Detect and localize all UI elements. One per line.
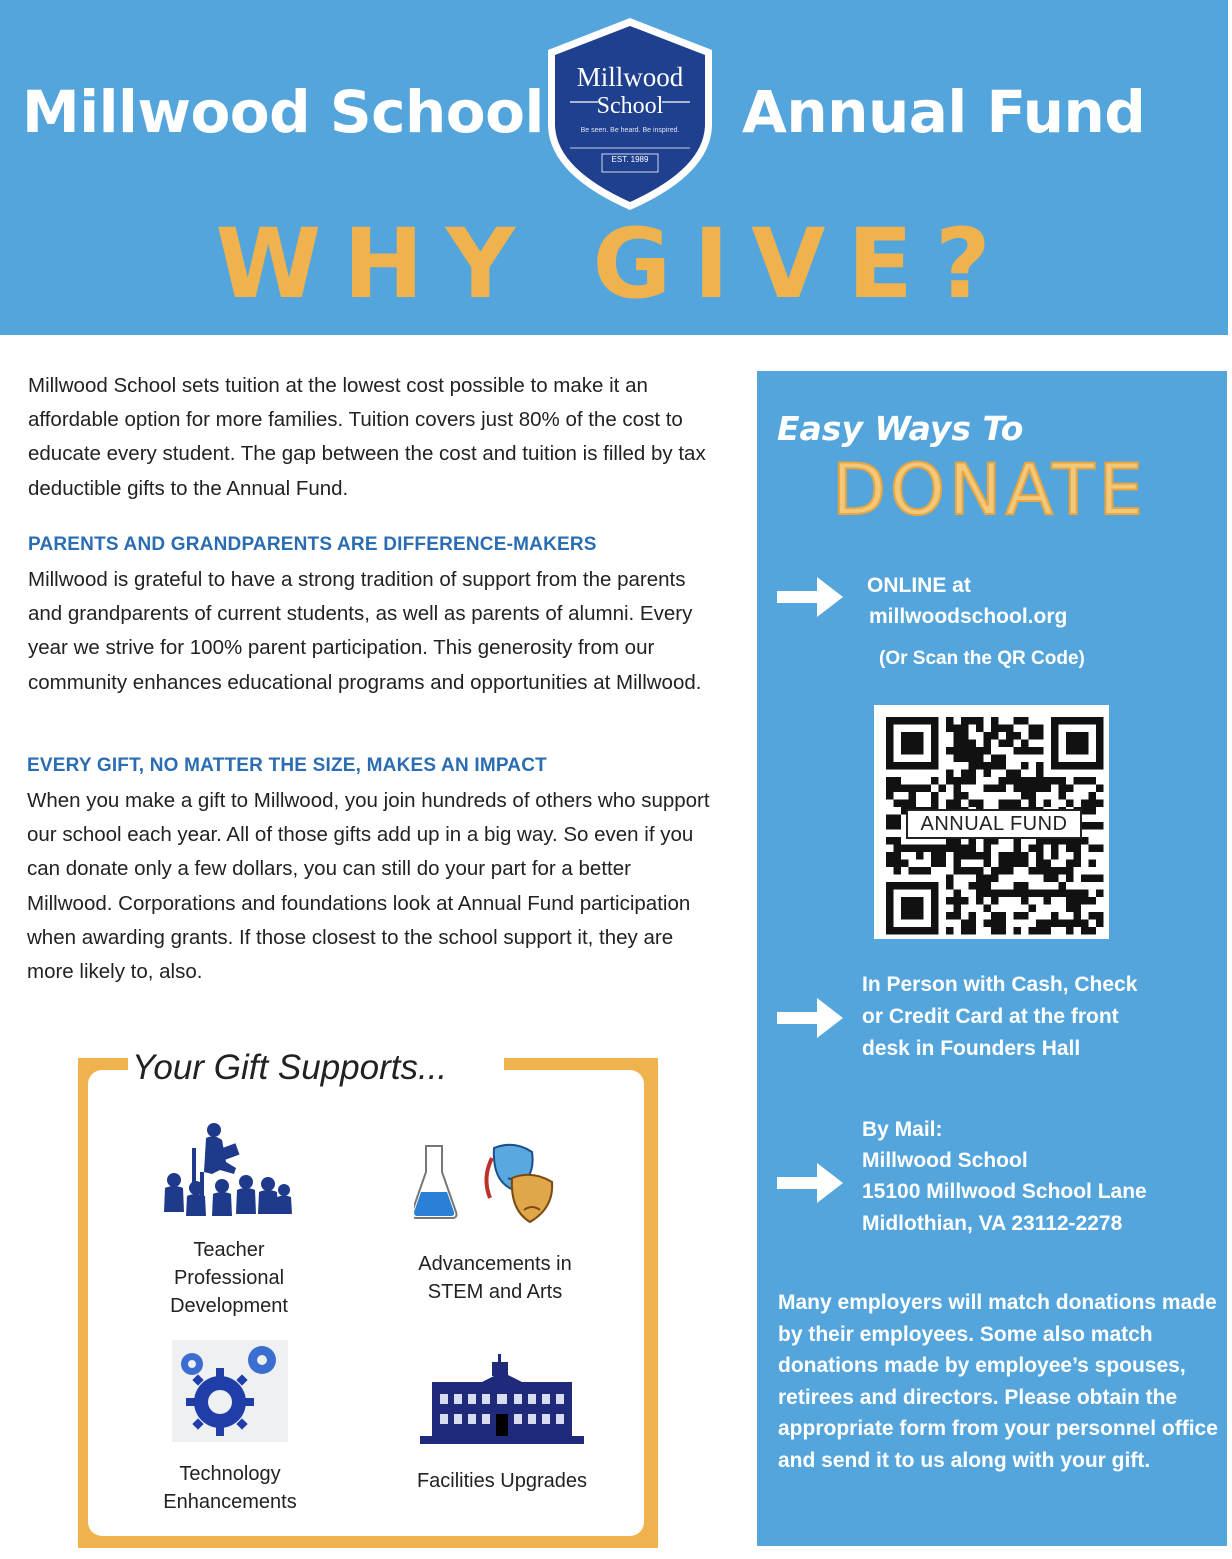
easy-ways-heading: Easy Ways To (777, 409, 1024, 448)
crest-motto: Be seen. Be heard. Be inspired. (580, 127, 680, 134)
online-line1: ONLINE at (867, 574, 971, 597)
flask-and-theater-masks-icon (414, 1138, 564, 1228)
teacher-reading-icon (162, 1118, 294, 1218)
arrow-right-icon (777, 996, 845, 1040)
donate-heading: DONATE (832, 449, 1147, 531)
in-person-line3: desk in Founders Hall (862, 1037, 1081, 1060)
section-body-parents: Millwood is grateful to have a strong tradition of support from the parents and grandparents of current students, as well as parents of alumni. Every year we strive for 100% parent participation. This generosity from our community enhances educational programs and opportunities at Millwood. (28, 568, 702, 694)
donate-sidebar (757, 371, 1227, 1546)
gift-label-teacher: Teacher Professional Development (170, 1239, 288, 1317)
gift-label-stem-arts: Advancements in STEM and Arts (418, 1253, 572, 1303)
gift-label-technology: Technology Enhancements (163, 1463, 297, 1513)
gift-supports-title: Your Gift Supports... (132, 1048, 448, 1087)
in-person-line1: In Person with Cash, Check (862, 973, 1138, 996)
mail-line4: Midlothian, VA 23112-2278 (862, 1212, 1123, 1235)
qr-code[interactable] (874, 705, 1109, 939)
gears-icon (172, 1340, 288, 1442)
gift-label-facilities: Facilities Upgrades (416, 1470, 588, 1492)
school-building-icon (418, 1352, 586, 1446)
title-school-name: Millwood School (22, 78, 544, 146)
intro-paragraph: Millwood School sets tuition at the lowest cost possible to make it an affordable option for more families. Tuition covers just 80% of the cost to educate every student. The gap between the cost and tuition is filled by tax deductible gifts to the Annual Fund. (28, 374, 706, 500)
online-website-link[interactable]: millwoodschool.org (869, 605, 1068, 628)
arrow-right-icon (777, 575, 845, 619)
mail-line2: Millwood School (862, 1149, 1028, 1172)
online-qr-note: (Or Scan the QR Code) (879, 648, 1085, 669)
crest-name-line1: Millwood (576, 62, 684, 92)
in-person-line2: or Credit Card at the front (862, 1005, 1119, 1028)
qr-code-label: ANNUAL FUND (906, 809, 1082, 839)
school-crest-logo (540, 14, 720, 214)
employer-matching-note: Many employers will match donations made by their employees. Some also match donations made by employee’s spouses, retirees and directors. Please obtain the appropriate form from your personnel office and send it to us along with your gift. (778, 1291, 1218, 1472)
mail-line1: By Mail: (862, 1118, 943, 1141)
gift-supports-box (78, 1048, 658, 1548)
crest-name-line2: School (596, 93, 664, 119)
section-heading-every-gift: EVERY GIFT, NO MATTER THE SIZE, MAKES AN IMPACT (27, 755, 547, 776)
gift-supports-panel (88, 1048, 644, 1536)
header-banner (0, 0, 1228, 335)
crest-established: EST. 1989 (611, 155, 649, 164)
mail-line3: 15100 Millwood School Lane (862, 1180, 1147, 1203)
arrow-right-icon (777, 1161, 845, 1205)
section-heading-parents: PARENTS AND GRANDPARENTS ARE DIFFERENCE-MAKERS (28, 534, 597, 555)
title-annual-fund: Annual Fund (742, 78, 1146, 146)
section-body-every-gift: When you make a gift to Millwood, you join hundreds of others who support our school each year. All of those gifts add up in a big way. So even if you can donate only a few dollars, you can still do your part for a better Millwood. Corporations and foundations look at Annual Fund participation when awarding grants. If those closest to the school support it, they are more likely to, also. (27, 789, 710, 984)
why-give-heading: WHY GIVE? (215, 208, 1013, 320)
